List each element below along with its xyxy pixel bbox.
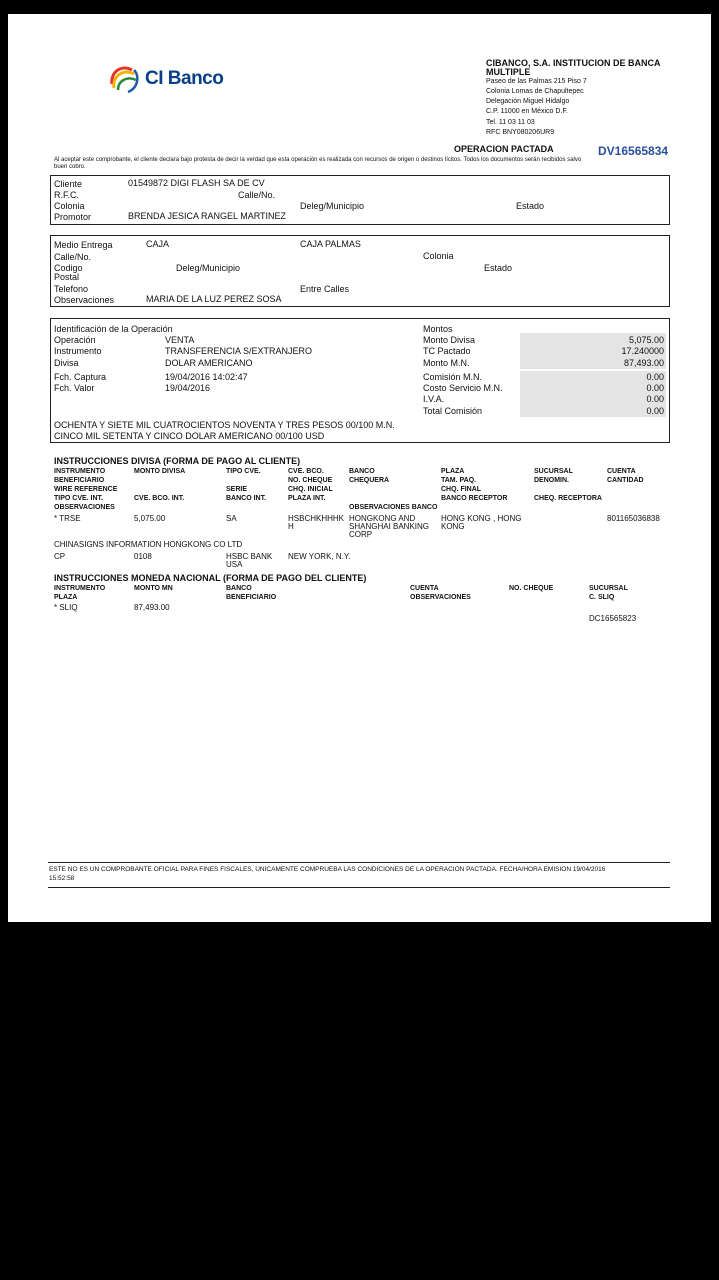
divisa-r-cp: CP (54, 552, 66, 561)
footer-line2: 15:52:58 (49, 875, 75, 882)
comision-value: 0.00 (646, 372, 664, 382)
divisa-h-instrumento: INSTRUMENTO (54, 468, 106, 475)
caja-value: CAJA PALMAS (300, 239, 361, 249)
divisa-r-cuenta: 801165036838 (607, 514, 660, 523)
divisa-h-observaciones: OBSERVACIONES (54, 504, 115, 511)
divisa-h-tipo-cve-int: TIPO CVE. INT. (54, 495, 104, 502)
id-valor-label: Fch. Valor (54, 383, 95, 393)
total-comision-label: Total Comisión (423, 406, 483, 416)
divisa-h-no-cheque: NO. CHEQUE (288, 477, 333, 484)
telefono-label: Telefono (54, 284, 89, 294)
id-divisa-value: DOLAR AMERICANO (165, 358, 253, 368)
tc-pactado-value: 17.240000 (621, 346, 664, 356)
divisa-r-beneficiario: CHINASIGNS INFORMATION HONGKONG CO LTD (54, 540, 243, 549)
divisa-r-cve-bco-1: HSBCHKHHHK (288, 514, 345, 523)
nacional-h-no-cheque: NO. CHEQUE (509, 585, 554, 592)
divisa-r-banco-2: SHANGHAI BANKING (349, 522, 430, 531)
operation-number: DV16565834 (598, 144, 669, 158)
divisa-h-cve-bco-int: CVE. BCO. INT. (134, 495, 185, 502)
bank-name-line1: CIBANCO, S.A. INSTITUCION DE BANCA (486, 58, 661, 68)
divisa-h-wire: WIRE REFERENCE (54, 486, 118, 493)
divisa-r-tipo: SA (226, 514, 237, 523)
id-instrumento-value: TRANSFERENCIA S/EXTRANJERO (165, 346, 313, 356)
divisa-h-tipo-cve: TIPO CVE. (226, 468, 261, 475)
divisa-r-plaza-2: KONG (441, 522, 465, 531)
divisa-h-beneficiario: BENEFICIARIO (54, 477, 105, 484)
medio-value: CAJA (146, 239, 170, 249)
bank-address-4: C.P. 11000 en México D.F. (486, 108, 568, 115)
id-operacion-label: Operación (54, 335, 96, 345)
nacional-h-sucursal: SUCURSAL (589, 585, 628, 592)
iva-label: I.V.A. (423, 394, 445, 404)
cliente-label: Cliente (54, 179, 83, 189)
monto-mn-value: 87,493.00 (623, 358, 664, 368)
nacional-h-c-sliq: C. SLIQ (589, 594, 615, 601)
monto-divisa-label: Monto Divisa (423, 335, 476, 345)
colonia-label: Colonia (54, 201, 85, 211)
divisa-h-plaza: PLAZA (441, 468, 465, 475)
divisa-h-cve-bco: CVE. BCO. (288, 468, 324, 475)
divisa-h-serie: SERIE (226, 486, 248, 493)
bank-address-3: Delegación Miguel Hidalgo (486, 98, 570, 105)
comision-label: Comisión M.N. (423, 372, 483, 382)
entre-calles-label: Entre Calles (300, 284, 350, 294)
divisa-h-tam-paq: TAM. PAQ. (441, 477, 477, 484)
codigo-label: Codigo (54, 263, 83, 273)
observaciones-label: Observaciones (54, 295, 115, 305)
costo-servicio-label: Costo Servicio M.N. (423, 383, 503, 393)
operation-label: OPERACION PACTADA (454, 144, 554, 154)
observaciones-value: MARIA DE LA LUZ PEREZ SOSA (146, 294, 282, 304)
divisa-r-cve-int: 0108 (134, 552, 152, 561)
nacional-r-instrumento: * SLIQ (54, 603, 78, 612)
id-instrumento-label: Instrumento (54, 346, 102, 356)
amount-words-usd: CINCO MIL SETENTA Y CINCO DOLAR AMERICANO 00/100 USD (54, 431, 325, 441)
costo-servicio-value: 0.00 (646, 383, 664, 393)
nacional-r-monto: 87,493.00 (134, 603, 170, 612)
divisa-h-cantidad: CANTIDAD (607, 477, 644, 484)
bank-name-line2: MULTIPLE (486, 67, 531, 77)
bank-address-1: Paseo de las Palmas 215 Piso 7 (486, 78, 587, 85)
rfc-label: R.F.C. (54, 190, 80, 200)
cibanco-logo (108, 62, 228, 98)
divisa-h-chq-inicial: CHQ. INICIAL (288, 486, 333, 493)
divisa-r-banco-int-1: HSBC BANK (226, 552, 273, 561)
nacional-h-beneficiario: BENEFICIARIO (226, 594, 277, 601)
disclaimer-line1: Al aceptar este comprobante, el cliente declara bajo protesta de decir la verdad que esta operación es realizada con recursos de origen o destinos lícitos. Todos los documentos serán recibidos salvo (54, 157, 582, 163)
divisa-h-cuenta: CUENTA (607, 468, 636, 475)
nacional-h-observaciones: OBSERVACIONES (410, 594, 471, 601)
delivery-calle-label: Calle/No. (54, 252, 92, 262)
divisa-r-plaza-1: HONG KONG , HONG (441, 514, 522, 523)
promotor-value: BRENDA JESICA RANGEL MARTINEZ (128, 211, 287, 221)
nacional-h-monto: MONTO MN (134, 585, 173, 592)
id-divisa-label: Divisa (54, 358, 79, 368)
divisa-h-monto: MONTO DIVISA (134, 468, 186, 475)
divisa-r-cve-bco-2: H (288, 522, 294, 531)
divisa-r-plaza-int: NEW YORK, N.Y. (288, 552, 351, 561)
bank-address-5: Tel. 11 03 11 03 (486, 119, 535, 126)
divisa-r-instrumento: * TRSE (54, 514, 81, 523)
divisa-h-cheq-receptora: CHEQ. RECEPTORA (534, 495, 602, 502)
id-captura-label: Fch. Captura (54, 372, 107, 382)
disclaimer-line2: buen cobro. (54, 164, 86, 170)
nacional-h-plaza: PLAZA (54, 594, 78, 601)
nacional-h-instrumento: INSTRUMENTO (54, 585, 106, 592)
divisa-h-banco-int: BANCO INT. (226, 495, 267, 502)
divisa-h-obs-banco: OBSERVACIONES BANCO (349, 504, 438, 511)
estado-label: Estado (516, 201, 545, 211)
divisa-r-banco-3: CORP (349, 530, 373, 539)
footer-divider-bottom (48, 887, 670, 888)
id-valor-value: 19/04/2016 (165, 383, 211, 393)
tc-pactado-label: TC Pactado (423, 346, 471, 356)
divisa-r-banco-int-2: USA (226, 560, 243, 569)
nacional-title: INSTRUCCIONES MONEDA NACIONAL (FORMA DE PAGO DEL CLIENTE) (54, 573, 367, 583)
id-operacion-value: VENTA (165, 335, 195, 345)
receipt-page (8, 14, 711, 922)
postal-label: Postal (54, 272, 80, 282)
promotor-label: Promotor (54, 212, 92, 222)
logo-text: CI Banco (145, 68, 224, 89)
divisa-r-banco-1: HONGKONG AND (349, 514, 416, 523)
cibanco-logo-icon (108, 62, 144, 98)
monto-mn-label: Monto M.N. (423, 358, 470, 368)
cliente-value: 01549872 DIGI FLASH SA DE CV (128, 178, 265, 188)
divisa-h-chq-final: CHQ. FINAL (441, 486, 482, 493)
footer-line1: ESTE NO ES UN COMPROBANTE OFICIAL PARA FINES FISCALES, UNICAMENTE COMPRUEBA LAS CONDICIONES DE LA OPERACION PACTADA. FECHA/HORA EMISION 19/04/2016 (49, 866, 606, 873)
total-comision-value: 0.00 (646, 406, 664, 416)
footer-divider-top (48, 862, 670, 863)
monto-divisa-value: 5,075.00 (628, 335, 664, 345)
nacional-h-cuenta: CUENTA (410, 585, 439, 592)
id-captura-value: 19/04/2016 14:02:47 (165, 372, 248, 382)
delivery-estado-label: Estado (484, 263, 513, 273)
divisa-h-denomin: DENOMIN. (534, 477, 569, 484)
deleg-label: Deleg/Municipio (300, 201, 365, 211)
divisa-h-banco: BANCO (349, 468, 375, 475)
delivery-deleg-label: Deleg/Municipio (176, 263, 241, 273)
divisa-h-chequera: CHEQUERA (349, 477, 390, 484)
divisa-h-sucursal: SUCURSAL (534, 468, 573, 475)
divisa-title: INSTRUCCIONES DIVISA (FORMA DE PAGO AL CLIENTE) (54, 456, 301, 466)
montos-title: Montos (423, 324, 453, 334)
calle-label: Calle/No. (238, 190, 276, 200)
medio-label: Medio Entrega (54, 240, 113, 250)
identification-title: Identificación de la Operación (54, 324, 173, 334)
delivery-colonia-label: Colonia (423, 251, 454, 261)
divisa-h-plaza-int: PLAZA INT. (288, 495, 326, 502)
bank-address-2: Colonia Lomas de Chapultepec (486, 88, 584, 95)
divisa-h-banco-receptor: BANCO RECEPTOR (441, 495, 508, 502)
nacional-r-ref: DC16565823 (589, 614, 637, 623)
nacional-h-banco: BANCO (226, 585, 252, 592)
iva-value: 0.00 (646, 394, 664, 404)
bank-address-6: RFC BNY080206UR9 (486, 129, 555, 136)
divisa-r-monto: 5,075.00 (134, 514, 166, 523)
amount-words-mn: OCHENTA Y SIETE MIL CUATROCIENTOS NOVENTA Y TRES PESOS 00/100 M.N. (54, 420, 395, 430)
